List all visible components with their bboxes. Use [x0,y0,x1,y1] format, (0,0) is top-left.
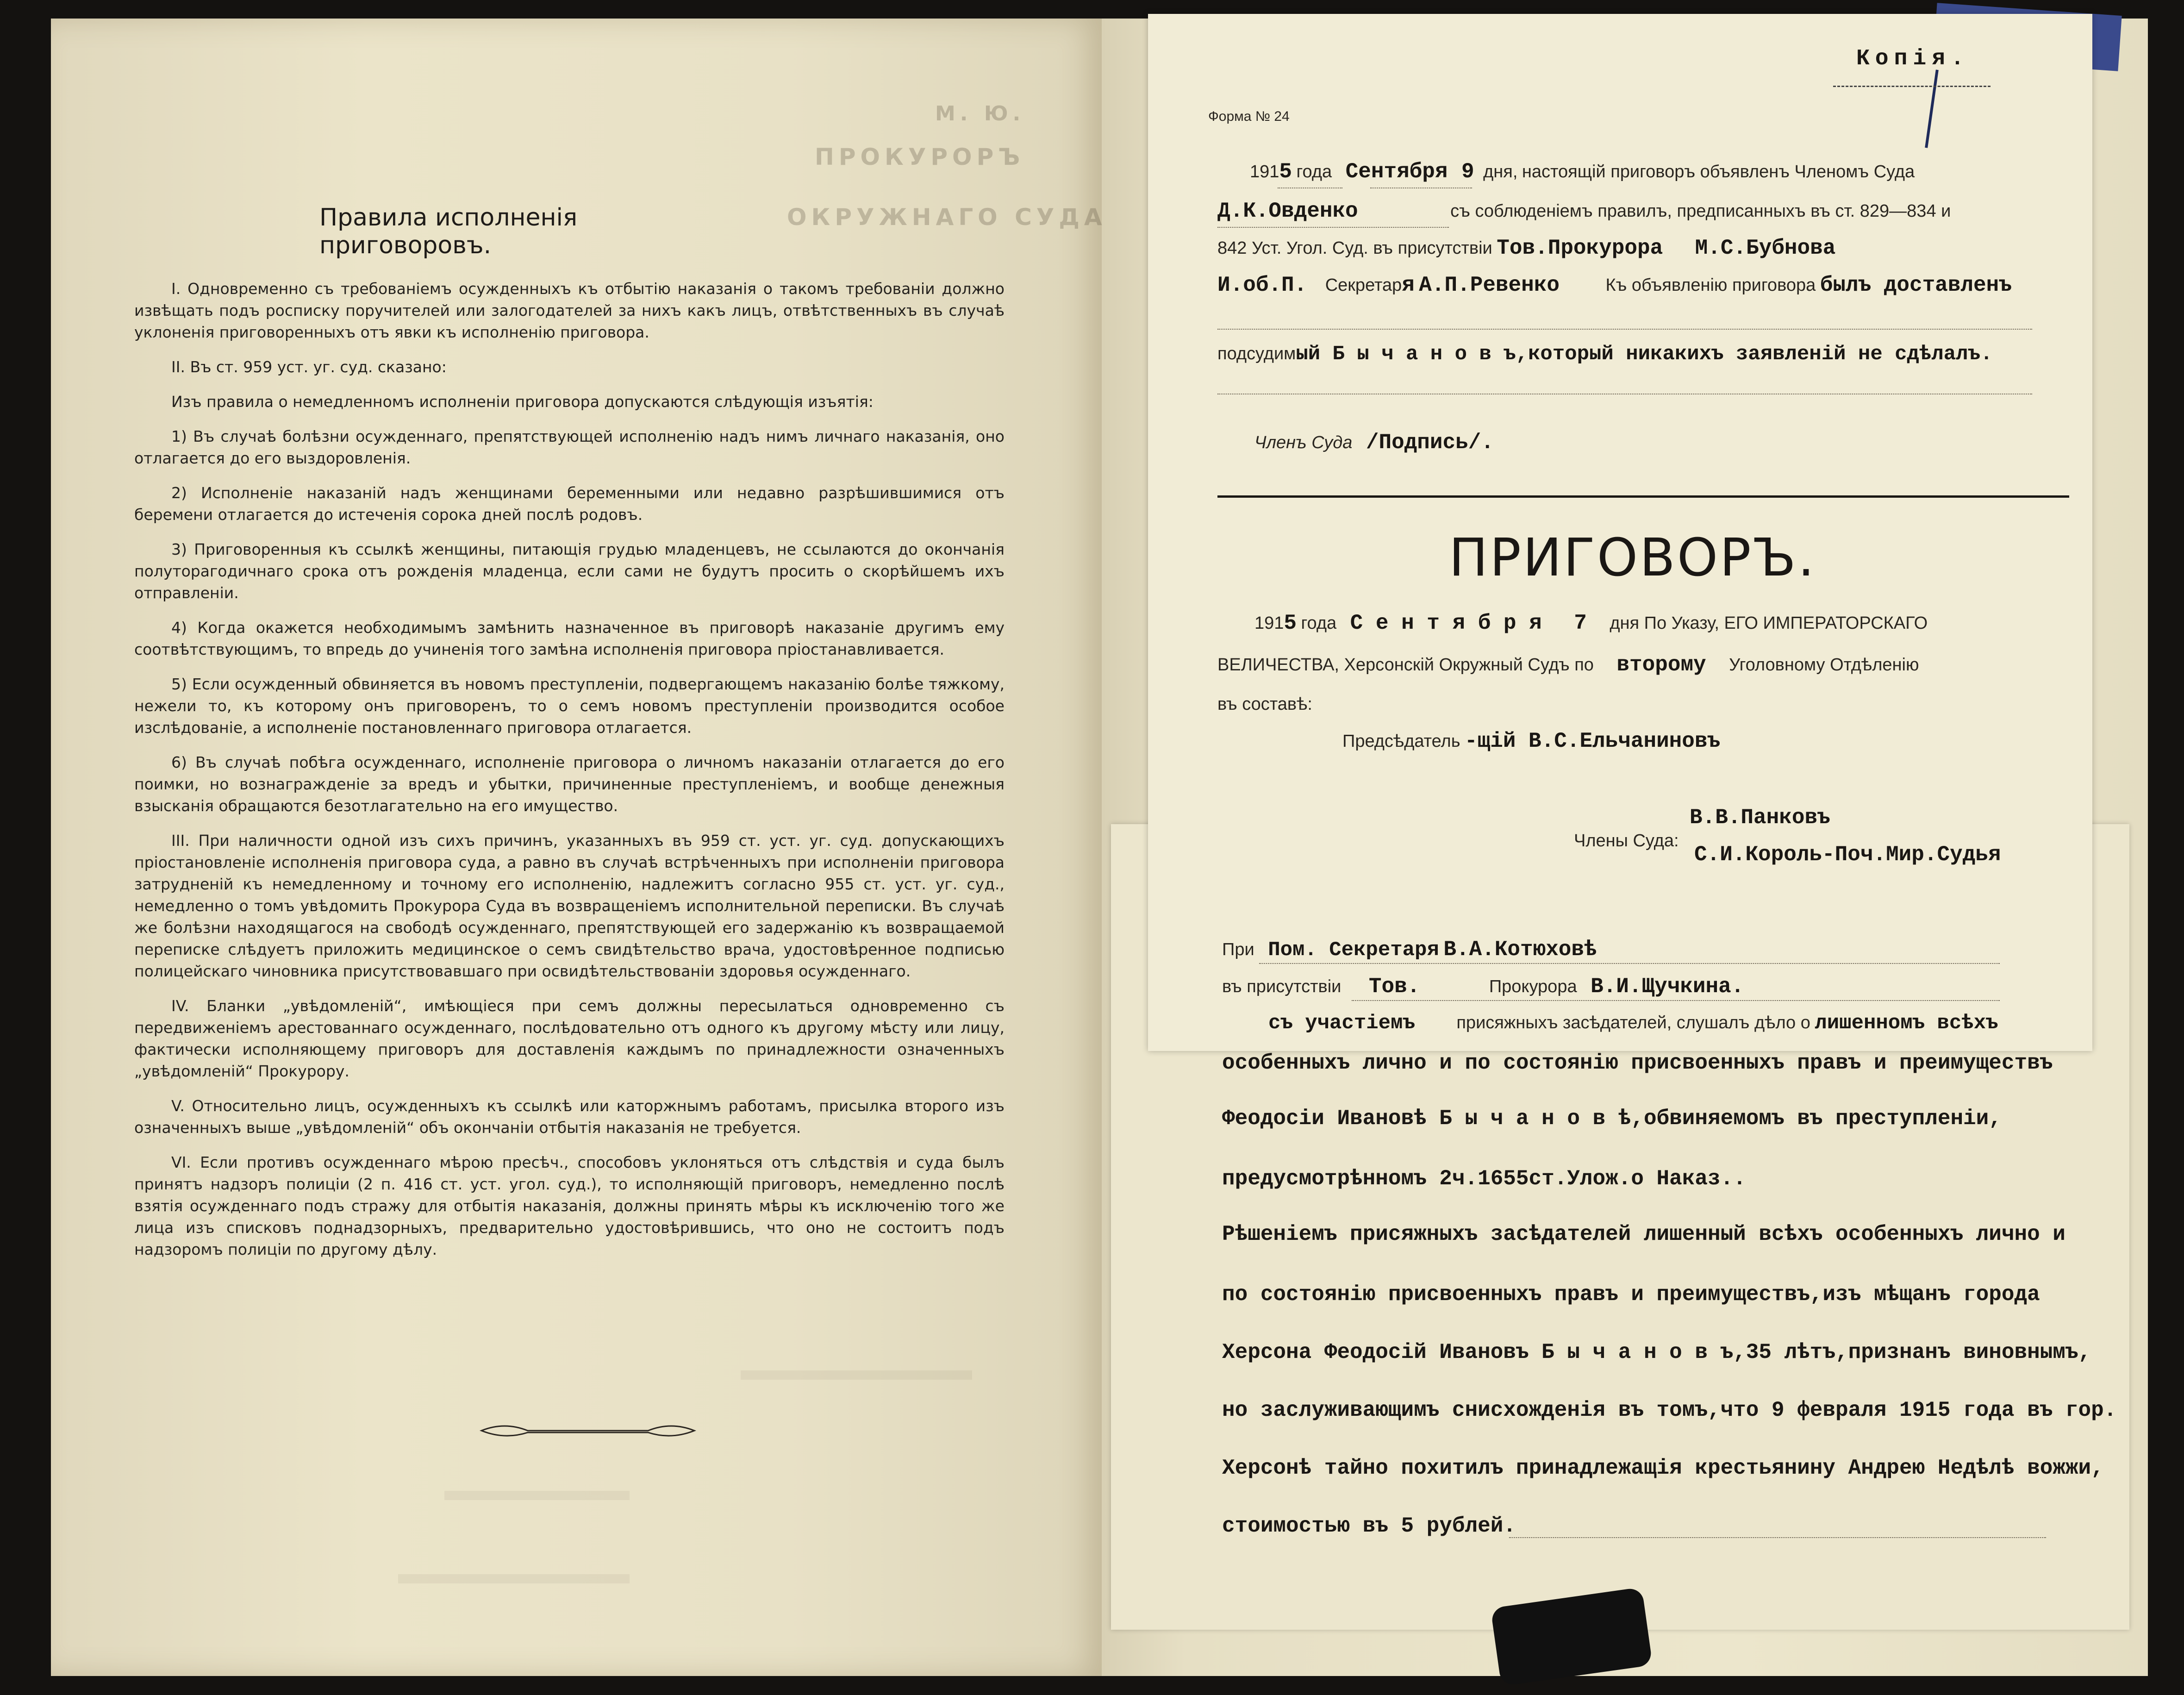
copy-mark: Копія. [1856,46,1970,71]
member-1: В.В.Панковъ [1690,806,1830,830]
case-line-1 [1268,1012,1998,1035]
rule-paragraph: V. Относительно лицъ, осужденныхъ къ ссылкѣ или каторжнымъ работамъ, присылка второго изъ означенныхъ выше „увѣдомленій“ объ окончаніи отбытія наказанія не требуется. [134,1097,1005,1137]
verdict-date-line: 1915 года С е н т я б р я 7 дня По Указу, ЕГО ИМПЕРАТОРСКАГО [1254,611,1928,635]
case-line-6: по состоянію присвоенныхъ правъ и преимуществъ,изъ мѣщанъ города [1222,1282,2040,1307]
verdict-composition-label: въ составѣ: [1217,694,1312,714]
rule-paragraph: 2) Исполненіе наказаній надъ женщинами беременными или недавно разрѣшившимися отъ беремени отлагается до истеченія сорока дней послѣ родовъ. [134,484,1005,524]
rule-paragraph: II. Въ ст. 959 уст. уг. суд. сказано: [171,358,447,376]
ornament-flourish [477,1421,699,1440]
rule-paragraph: III. При наличности одной изъ сихъ причинъ, указанныхъ въ 959 ст. уст. уг. суд. допускающихъ пріостановленіе исполненія приговора суда, а равно въ случаѣ встрѣченныхъ при исполненіи приговора затрудненій къ немедленному и точному его исполненію, надлежитъ согласно 955 ст. уст. уг. суд., немедленно о томъ увѣдомить Прокурора Суда въ возвращеніемъ исполнительной переписки. Въ случаѣ же болѣзни находящагося на свободѣ осужденнаго, препятствующей его задержанію къ возвращаемой переписке слѣдуетъ приложить медицинское о семъ свидѣтельство врача, удостовѣренное подписью полицейскаго чиновника присутствовавшаго при освидѣтельствованіи здоровья осужденнаго. [134,832,1005,980]
rule-paragraph: IV. Бланки „увѣдомленій“, имѣющіеся при семъ должны пересылаться одновременно съ передвиженіемъ арестованнаго осужденнаго, послѣдовательно отъ одного къ другому мѣсту или лицу, фактически исполняющему приговоръ для доставленія каждымъ по принадлежности означенныхъ „увѣдомленій“ Прокурору. [134,997,1005,1080]
dotted-rule [1352,1000,2000,1001]
case-line-4: предусмотрѣнномъ 2ч.1655ст.Улож.о Наказ.. [1222,1167,1746,1191]
dotted-rule [1217,227,1449,228]
form-number: Форма № 24 [1208,109,1290,124]
announce-line-1: 1915 года Сентября 9 дня, настоящій приговоръ объявленъ Членомъ Суда [1250,160,1915,184]
rule-paragraph: 6) Въ случаѣ побѣга осужденнаго, исполненіе приговора о личномъ наказаніи отлагается до его поимки, но вознагражденіе за вредъ и убытки, причиненные преступленіемъ, и вообще денежныя взысканія обращаются безотлагательно на его имущество. [134,753,1005,815]
case-line-8: но заслуживающимъ снисхожденія въ томъ,что 9 февраля 1915 года въ гор. [1222,1398,2117,1422]
secretary-line: При Пом. Секретаря В.А.Котюховѣ [1222,938,1597,962]
rule-paragraph: 1) Въ случаѣ болѣзни осужденнаго, препятствующей исполненію надъ нимъ личнаго наказанія, оно отлагается до его выздоровленія. [134,427,1005,467]
separator-rule [1217,495,2069,498]
members-label: Члены Суда: [1574,831,1679,851]
case-line-7: Херсона Феодосій Ивановъ Б ы ч а н о в ъ,35 лѣтъ,признанъ виновнымъ, [1222,1340,2091,1364]
bleed-through [741,1370,972,1380]
rule-paragraph: 5) Если осужденный обвиняется въ новомъ преступленіи, подвергающемъ наказанію болѣе тяжкому, нежели то, къ которому онъ приговоренъ, то о семъ новомъ преступленіи производится особое изслѣдованіе, а исполненіе постановленнаго приговора отлагается. [134,675,1005,737]
rules-body [134,278,1005,1273]
case-line-5: Рѣшеніемъ присяжныхъ засѣдателей лишенный всѣхъ особенныхъ лично и [1222,1222,2065,1246]
case-line-9: Херсонѣ тайно похитилъ принадлежащія крестьянину Андрею Недѣлѣ вожжи, [1222,1456,2104,1480]
bleed-through [398,1574,630,1583]
announce-line-2: Д.К.Овденко съ соблюденіемъ правилъ, предписанныхъ въ ст. 829—834 и [1217,199,1951,223]
rule-paragraph: Изъ правила о немедленномъ исполненіи приговора допускаются слѣдующія изъятія: [171,393,874,411]
case-jurors: присяжныхъ засѣдателей, слушалъ дѣло о [1456,1013,1810,1032]
rules-title: Правила исполненія приговоровъ. [319,204,578,259]
member-2: С.И.Король-Поч.Мир.Судья [1694,843,2001,867]
stamp-line-2: ПРОКУРОРЪ [815,144,1025,170]
dotted-rule [1217,329,2032,330]
rule-paragraph: I. Одновременно съ требованіемъ осужденныхъ къ отбытію наказанія о такомъ требованіи должно извѣщать подъ росписку поручителей или залогодателей за нихъ какъ лицъ, отвѣтственныхъ въ случаѣ уклоненія приговоренныхъ отъ явки къ исполненію приговора. [134,280,1005,341]
case-line-3: Феодосіи Ивановѣ Б ы ч а н о в ѣ,обвиняемомъ въ преступленіи, [1222,1107,2002,1131]
rule-paragraph: VI. Если противъ осужденнаго мѣрою пресѣч., способовъ уклоняться отъ слѣдствія и суда былъ принятъ надзоръ полиціи (2 п. 416 ст. уст. угол. суд.), то исполняющій приговоръ, немедленно послѣ взятія осужденнаго подъ стражу для отбытія наказанія, должны принять мѣры къ исключенію того же лица изъ списковъ поднадзорныхъ, предварительно удостовѣрившись, что оно не состоитъ подъ надзоромъ полиціи по другому дѣлу. [134,1153,1005,1258]
signature-line: Членъ Суда /Подпись/. [1254,431,1494,455]
case-deprived: лишенномъ всѣхъ [1815,1012,1998,1035]
stamp-line-3: ОКРУЖНАГО СУДА [787,204,1107,231]
case-line-10: стоимостью въ 5 рублей. [1222,1514,1516,1538]
announce-line-4: И.об.П. Секретаря А.П.Ревенко Къ объявленію приговора былъ доставленъ [1217,273,2012,297]
chair-line: Предсѣдатель -щій В.С.Ельчаниновъ [1342,729,1721,753]
stamp-line-1: М. Ю. [935,102,1025,125]
copy-underline [1833,86,1991,87]
bleed-through [444,1491,630,1500]
dotted-rule [1509,1537,2046,1538]
dotted-rule [1259,963,2000,964]
verdict-title: ПРИГОВОРЪ. [1449,528,1816,588]
announce-line-5: подсудимый Б ы ч а н о в ъ,который никакихъ заявленій не сдѣлалъ. [1217,343,1993,366]
presence-line: въ присутствіи Тов. Прокурора В.И.Щучкина. [1222,975,1744,999]
case-participation: съ участіемъ [1268,1012,1415,1035]
case-line-2: особенныхъ лично и по состоянію присвоенныхъ правъ и преимуществъ [1222,1051,2053,1075]
verdict-court-line: ВЕЛИЧЕСТВА, Херсонскій Окружный Судъ по второму Уголовному Отдѣленію [1217,653,1919,677]
announce-line-3: 842 Уст. Угол. Суд. въ присутствіи Тов.Прокурора М.С.Бубнова [1217,236,1836,260]
rule-paragraph: 4) Когда окажется необходимымъ замѣнить назначенное въ приговорѣ наказаніе другимъ ему соотвѣтствующимъ, то впредь до учиненія того замѣна исполненія приговора пріостанавливается. [134,619,1005,658]
rule-paragraph: 3) Приговоренныя къ ссылкѣ женщины, питающія грудью младенцевъ, не ссылаются до окончанія полуторагодичнаго срока отъ рожденія младенца, если сами не будутъ просить о скорѣйшемъ ихъ отправленіи. [134,540,1005,602]
